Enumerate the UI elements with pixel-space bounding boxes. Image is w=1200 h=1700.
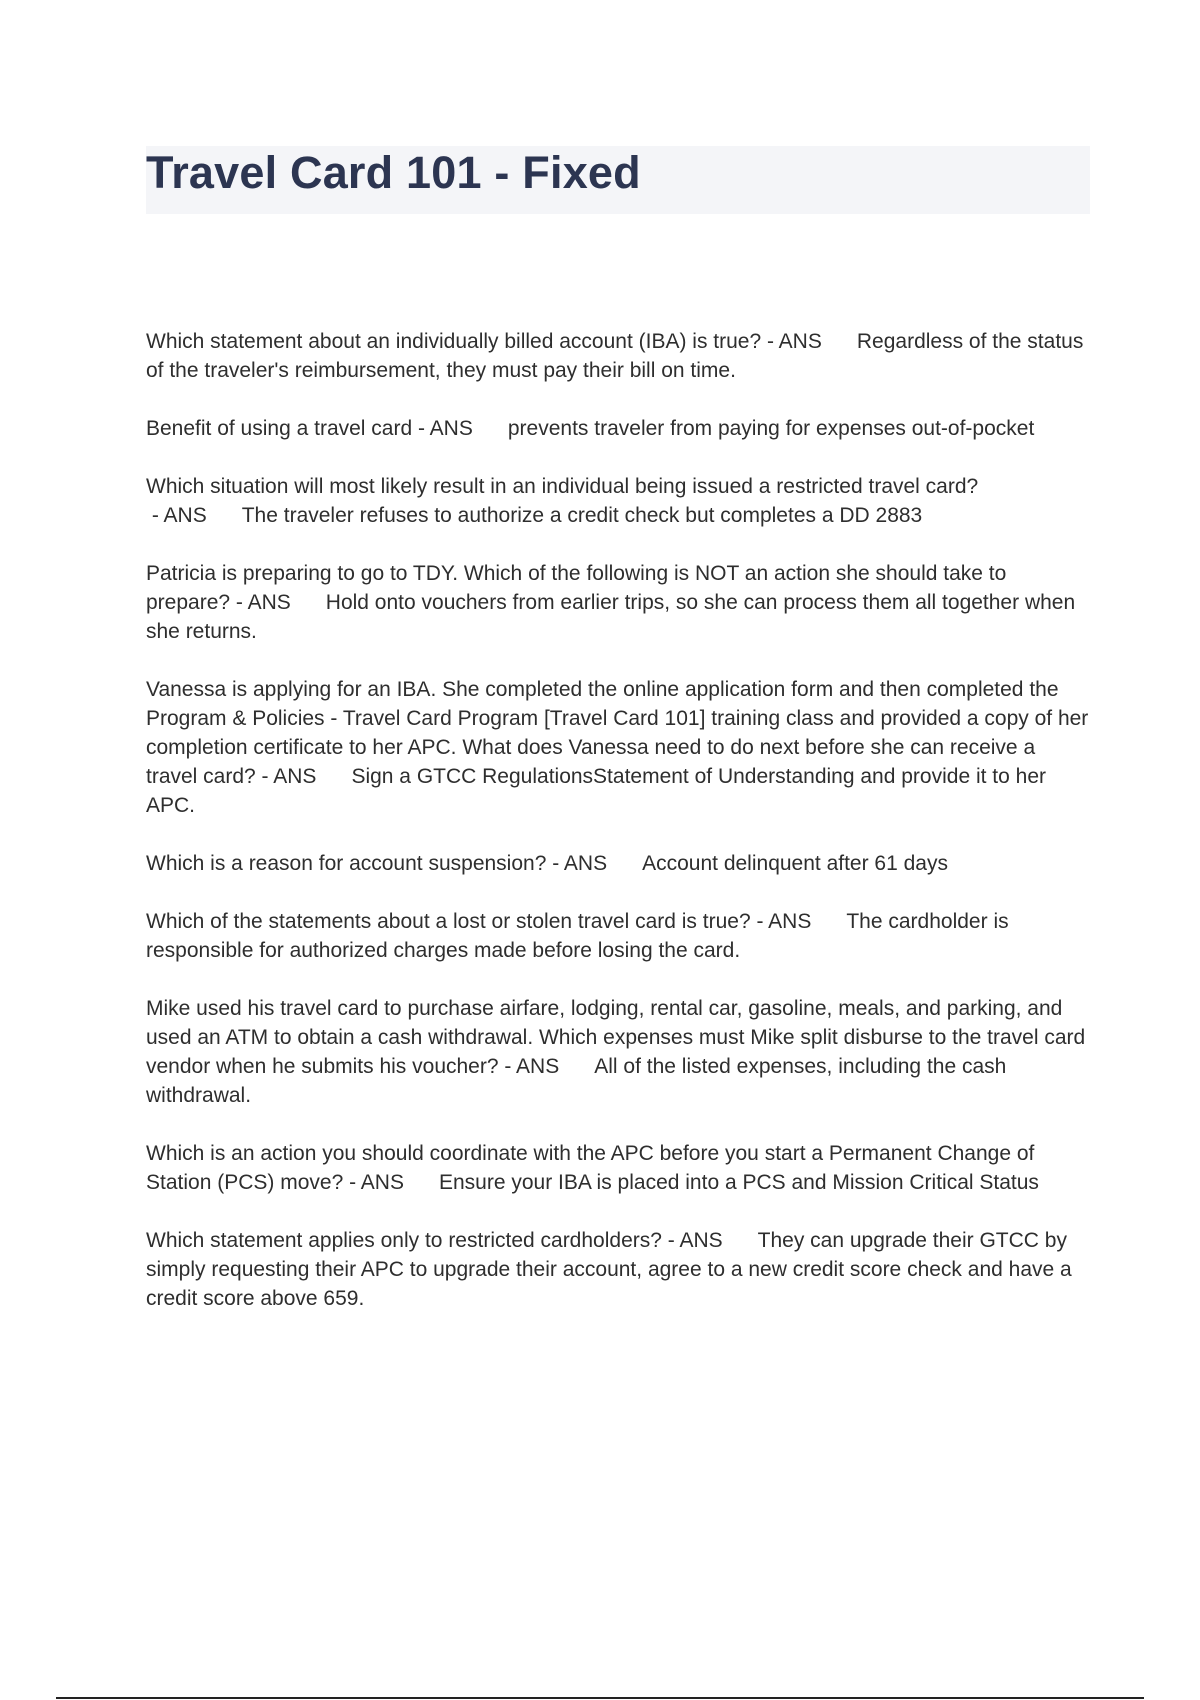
qa-item [146,559,1091,646]
qa-item [146,327,1091,385]
answer-text: The traveler refuses to authorize a credit check but completes a DD 2883 [241,504,923,527]
answer-marker: ANS [516,1055,560,1078]
question-text: Which is a reason for account suspension? [146,852,547,875]
separator: - [255,765,274,788]
qa-list [146,327,1091,1342]
qa-item [146,1226,1091,1313]
answer-marker: ANS [768,910,812,933]
question-text: Which statement applies only to restricted cardholders? [146,1229,662,1252]
qa-item [146,414,1091,443]
answer-marker: ANS [429,417,473,440]
answer-marker: ANS [273,765,317,788]
answer-marker: ANS [778,330,822,353]
question-text: Patricia is preparing to go to TDY. Which of the following is NOT an action she should take to prepare? [146,562,1007,614]
question-text: Benefit of using a travel card [146,417,413,440]
answer-text: All of the listed expenses, including the cash withdrawal. [146,1055,1007,1107]
separator: - [750,910,769,933]
answer-marker: ANS [360,1171,404,1194]
separator: - [498,1055,517,1078]
question-text: Which is an action you should coordinate with the APC before you start a Permanent Change of Station (PCS) move? [146,1142,1035,1194]
qa-item [146,994,1091,1110]
separator: - [146,504,164,527]
answer-text: Account delinquent after 61 days [642,852,948,875]
answer-marker: ANS [247,591,291,614]
qa-item [146,675,1091,820]
separator: - [343,1171,361,1194]
answer-text: They can upgrade their GTCC by simply requesting their APC to upgrade their account, agree to a new credit score check and have a credit score above 659. [146,1229,1072,1310]
qa-item [146,849,1091,878]
qa-item [146,472,1091,530]
question-text: Which of the statements about a lost or stolen travel card is true? [146,910,751,933]
qa-item [146,907,1091,965]
answer-marker: ANS [679,1229,723,1252]
answer-text: Sign a GTCC RegulationsStatement of Understanding and provide it to her APC. [146,765,1046,817]
separator: - [546,852,564,875]
answer-text: Ensure your IBA is placed into a PCS and Mission Critical Status [438,1171,1039,1194]
question-text: Vanessa is applying for an IBA. She completed the online application form and then completed the Program & Policies - Travel Card Program [Travel Card 101] training class and provided a copy of her completion certificate to her APC. What does Vanessa need to do next before she can receive a travel card? [146,678,1089,788]
qa-item [146,1139,1091,1197]
page-bottom-rule [56,1697,1144,1699]
answer-text: The cardholder is responsible for authorized charges made before losing the card. [146,910,1009,962]
question-text: Which situation will most likely result in an individual being issued a restricted travel card? [146,475,979,498]
answer-marker: ANS [163,504,207,527]
answer-marker: ANS [563,852,608,875]
separator: - [761,330,779,353]
document-title: Travel Card 101 - Fixed [146,147,641,198]
question-text: Which statement about an individually billed account (IBA) is true? [146,330,762,353]
separator: - [230,591,248,614]
separator: - [412,417,430,440]
question-text: Mike used his travel card to purchase airfare, lodging, rental car, gasoline, meals, and parking, and used an ATM to obtain a cash withdrawal. Which expenses must Mike split disburse to the travel card vendor when he submits his voucher? [146,997,1086,1078]
separator: - [661,1229,680,1252]
answer-text: Regardless of the status of the traveler's reimbursement, they must pay their bill on time. [146,330,1084,382]
answer-text: Hold onto vouchers from earlier trips, so she can process them all together when she returns. [146,591,1076,643]
answer-text: prevents traveler from paying for expenses out-of-pocket [507,417,1035,440]
